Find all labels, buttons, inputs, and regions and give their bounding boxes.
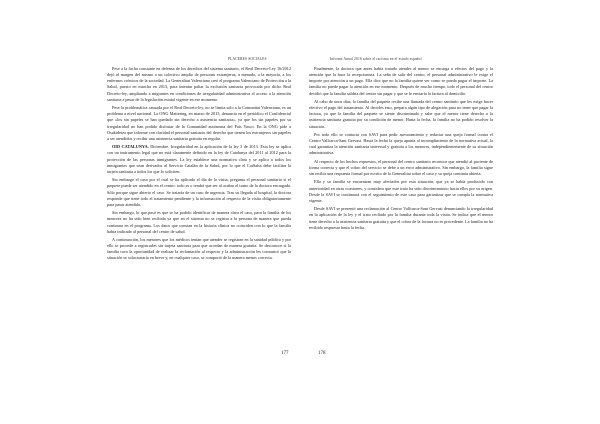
paragraph — [309, 206, 493, 231]
paragraph-text: Diciembre. Irregularidad en la aplicación de la ley 3 de 2013. Esta ley se aplica con un instrumento legal que no está claramente definido en la ley de Catalunya del 2011 al 2012 para la protección de las personas inmigrantes. La ley establece una normativa clara y se aplica a todos los inmigrantes que sean derivados al Servicio Catalán de la Salud, por lo que el CatSalut debe facilitar la tarjeta sanitaria a todos los que lo soliciten. — [107, 144, 291, 174]
paragraph-text: Ella y su familia se encuentran muy afectados por esta situación, que ya se había producido con anterioridad en otras ocasiones, y considera que este trato ha sido discriminatorio hacia ellos por su origen. Desde la SAVI se continuará con el seguimiento de este caso para garantizar que se cumpla la normativa vigente. — [309, 179, 493, 203]
paragraph — [107, 177, 291, 208]
page-number-right: 178 — [318, 351, 326, 356]
paragraph — [309, 132, 493, 157]
paragraph — [107, 66, 291, 103]
paragraph — [107, 210, 291, 235]
page-number-left: 177 — [281, 351, 289, 356]
running-head-right: Informe Anual 2016 sobre el racismo en el estado español — [330, 57, 422, 61]
paragraph — [309, 66, 493, 97]
paragraph-text: Al respecto de los hechos expuestos, el personal del centro sanitario reconoce que atendió al paciente de forma correcta y que el cobro del servicio se debe a un error administrativo. Sin embargo, la familia sigue sin recibir una respuesta formal por escrito de la Generalitat sobre el caso y su queja continúa abierta. — [309, 158, 493, 177]
paragraph — [309, 159, 493, 177]
paragraph-text: Pese la problemática causada por el Real Decreto-ley, no se limita solo a la Comunitat Valenciana, es un problema a nivel nacional. La ONG Mattering, en marzo de 2015, denuncia en el periódico el Confidencial que «los sin papeles se han quedado sin derecho a asistencia sanitaria», ya que los sin papeles por su irregularidad no han podido disfrutar de la Comunidad autónoma del País Vasco. En la ONG pide a Osakidetza que informe con claridad el personal sanitario del derecho que tienen los extranjeros sin papeles a ser atendidos y recibir una asistencia sanitaria gratuita en regular. — [107, 105, 291, 141]
paragraph — [309, 179, 493, 204]
paragraph — [107, 237, 291, 262]
paragraph-lead: OID CATALUNYA. — [112, 144, 149, 150]
paragraph-text: Pese a la lucha constante en defensa de los derechos del sistema sanitario, el Real Decreto-Ley 16/2012 dejó al margen del mismo a un colectivo amplio de personas extranjeras, a menudo, a la mayoría, a los enfermos crónicos de la sociedad. La Generalitat Valenciana creó el programa Valenciano de Protección a la Salud, puesto en marcha en 2013, para intentar paliar la exclusión sanitaria provocada por dicho Real Decreto-ley, ampliando a migrantes en condiciones de irregularidad administrativa el acceso a la atención sanitaria a pesar de la legislación estatal vigente en ese momento. — [107, 66, 291, 102]
paragraph-text: Finalmente, la doctora que antes había tratado atender al menor se encarga a efectos del pago y la atención que la hace la recepcionista. La seña de salir del centro, el personal administrativo le exige el importe por atención a un pago. Ella dice que no la familia quiere ver como se pueda pagar el importe. La familia no puede pagar la atención en ese momento. Después de mucho tiempo, todo el personal del centro decidió que la familia saldría del centro sin pagar y que se le enviaría la factura al domicilio. — [309, 66, 493, 96]
paragraph-text: A continuación, los menores que los médicos tenían que atender se registran en la sanidad pública y por ello se procede a registrarles sin tarjeta sanitaria para que accedan de manera gratuita. Se desconoce si la familia tuvo la oportunidad de realizar la reclamación al respecto y la administración les comunicó que la situación se solucionaría en breve y, en cualquier caso, se comportó de la manera menos correcta. — [107, 237, 291, 261]
right-page-body — [309, 66, 493, 328]
right-page — [309, 48, 493, 338]
paragraph-text: Por todo ello se contacta con SAVI para pedir asesoramiento y redactar una queja formal contra el Centro Vallcarca-Sant Gervasi. Hasta la fecha la queja apunta al incumplimiento de la normativa actual, la cual garantiza la atención sanitaria universal y gratuita a los menores, independientemente de su situación administrativa. — [309, 131, 493, 156]
left-page-body — [107, 66, 291, 328]
running-head-left: PLACERES SOCIALES — [228, 57, 267, 61]
paragraph-text: Sin embargo el caso por el cual se ha aplicado el día de la visita, pregunta el personal sanitario si el paquete puede ser atendido en el centro: todo es o tendrá que ser al acabar el turno de la doctora encargada. Sólo porque sigue abierto el caso. Se trataría de un caso de urgencia. Tras su llegada al hospital, la doctora responde que tiene todo el tratamiento pendiente y la información al respecto de la visita obligatoriamente para pasar atendida. — [107, 177, 291, 207]
paragraph — [107, 105, 291, 142]
paragraph-text: Desde SAVI se presentó una reclamación al Centro Vallcarca-Sant Gervasi denunciando la irregularidad en la aplicación de la ley y el trato recibido por la familia durante toda la visita. Se indica que el menor tiene derecho a la asistencia sanitaria gratuita y que el cobro de la factura no es procedente. La familia no ha recibido respuesta hasta la fecha. — [309, 206, 493, 230]
paragraph — [309, 99, 493, 130]
paragraph-text: Al cabo de unos días, la familia del paquete recibe una llamada del centro sanitario que les exige hacer efectivo el pago del tratamiento. Al decirles esto, prepara algún tipo de alegación para no tener que pagar la factura, ya que la familia del paquete se siente discriminada y sabe que el menor tiene derecho a la asistencia sanitaria gratuita por su condición de menor. Hasta la fecha, la familia no ha podido resolver la situación. — [309, 98, 493, 129]
left-page — [107, 48, 291, 338]
paragraph-text: Sin embargo, lo que pasó es que se ha podido identificar de manera clara el caso, para la familia de los menores no ha sido bien recibida ya que en el sistema no se registra a la persona de manera que pueda continuar en el programa. Los datos que constan en la historia clínica no coinciden con lo que la familia había indicado al personal del centro de salud. — [107, 210, 291, 234]
paragraph — [107, 144, 291, 175]
